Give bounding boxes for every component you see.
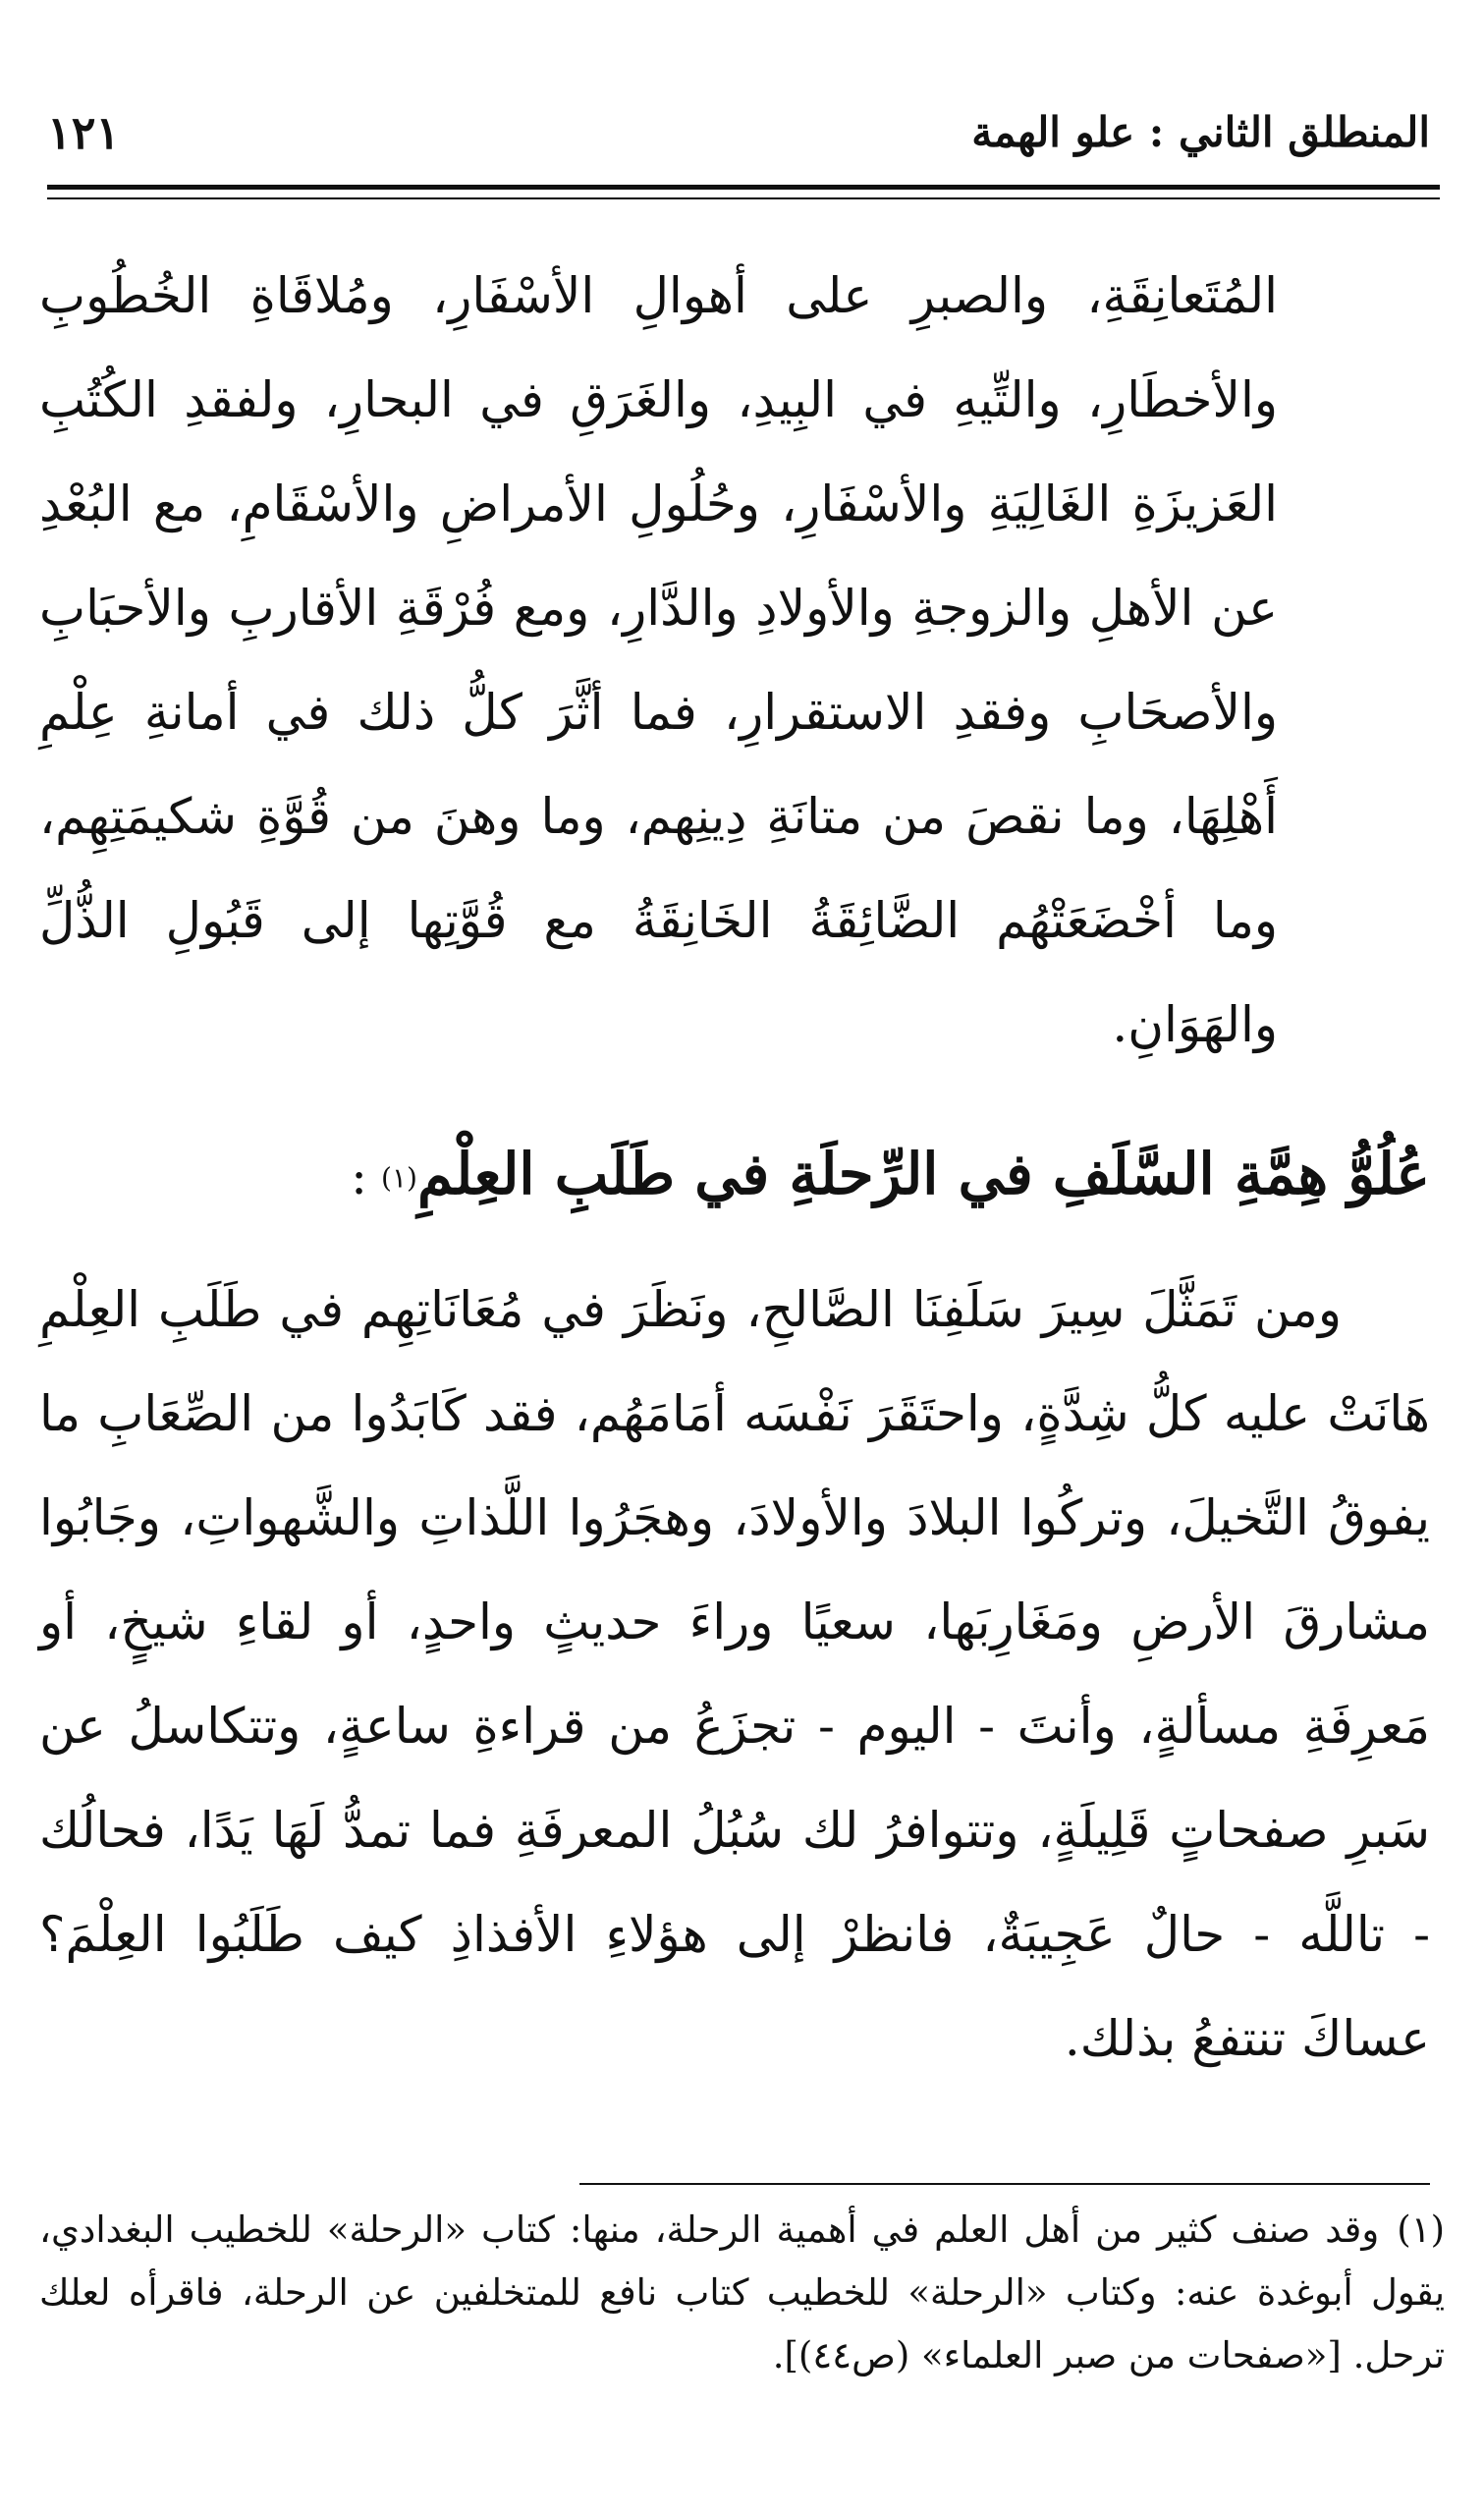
footnote-ref[interactable]: (١): [381, 1161, 417, 1195]
section-heading-text: عُلُوُّ هِمَّةِ السَّلَفِ في الرِّحلَةِ في طَلَبِ العِلْمِ: [416, 1141, 1430, 1207]
body-paragraph-1: المُتَعانِقَةِ، والصبرِ على أهوالِ الأسْفَارِ، ومُلاقَاةِ الخُطُوبِ والأخطَارِ، والتِّيهِ في البِيدِ، والغَرَقِ في البحارِ، ولفقدِ الكُتُبِ العَزيزَةِ الغَالِيَةِ والأسْفَارِ، وحُلُولِ الأمراضِ والأسْقَامِ، مع البُعْدِ عن الأهلِ والزوجةِ والأولادِ والدَّارِ، ومع فُرْقَةِ الأقاربِ والأحبَابِ والأصحَابِ وفقدِ الاستقرارِ، فما أثَّرَ كلُّ ذلك في أمانةِ عِلْمِ أَهْلِهَا، وما نقصَ من متانَةِ دِينِهم، وما وهنَ من قُوَّةِ شكيمَتِهِم، وما أخْضَعَتْهُم الضَّائِقَةُ الخَانِقَةُ مع قُوَّتِها إلى قَبُولِ الذُّلِّ والهَوَانِ.: [39, 267, 1278, 1053]
footnote: [39, 2199, 1445, 2387]
footnote-marker: (١): [1397, 2208, 1445, 2251]
page-number: ١٢١: [47, 106, 121, 159]
footnote-text: وقد صنف كثير من أهل العلم في أهمية الرحلة، منها: كتاب «الرحلة» للخطيب البغدادي، يقول أبوغدة عنه: وكتاب «الرحلة» للخطيب كتاب نافع للمتخلفين عن الرحلة، فاقرأه لعلك ترحل. [«صفحات من صبر العلماء» (ص٤٤)].: [39, 2208, 1445, 2376]
header-rule-thick: [47, 185, 1440, 190]
header-rule-thin: [47, 197, 1440, 199]
body-paragraph-2: ومن تَمَثَّلَ سِيرَ سَلَفِنَا الصَّالحِ، ونَظَرَ في مُعَانَاتِهِم في طَلَبِ العِلْمِ هَانَتْ عليه كلُّ شِدَّةٍ، واحتَقَرَ نَفْسَه أمَامَهُم، فقد كَابَدُوا من الصِّعَابِ ما يفوقُ التَّخيلَ، وتركُوا البلادَ والأولادَ، وهجَرُوا اللَّذاتِ والشَّهواتِ، وجَابُوا مشارقَ الأرضِ ومَغَارِبَها، سعيًا وراءَ حديثٍ واحدٍ، أو لقاءِ شيخٍ، أو مَعرِفَةِ مسألةٍ، وأنتَ - اليوم - تجزَعُ من قراءةِ ساعةٍ، وتتكاسلُ عن سَبرِ صفحاتٍ قَلِيلَةٍ، وتتوافرُ لك سُبُلُ المعرفَةِ فما تمدُّ لَهَا يَدًا، فحالُك - تاللَّه - حالٌ عَجِيبَةٌ، فانظرْ إلى هؤلاءِ الأفذاذِ كيف طَلَبُوا العِلْمَ؟ عساكَ تنتفعُ بذلك.: [39, 1281, 1430, 2067]
footnote-separator: [579, 2183, 1430, 2185]
section-heading: [39, 1120, 1430, 1228]
running-title: المنطلق الثاني : علو الهمة: [971, 108, 1430, 156]
heading-colon: :: [351, 1148, 368, 1205]
running-header: [47, 93, 1430, 172]
